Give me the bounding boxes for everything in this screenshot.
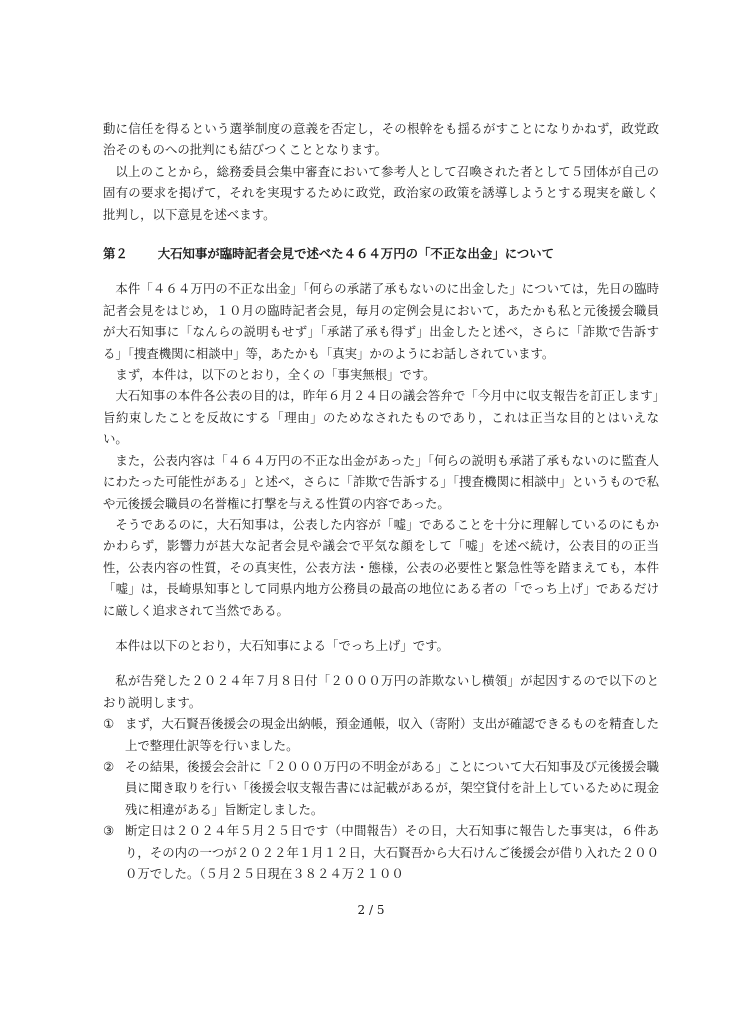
body-paragraph: また，公表内容は「４６４万円の不正な出金があった」「何らの説明も承諾了承もないのに監査人にわたった可能性がある」と述べ，さらに「詐欺で告訴する」「捜査機関に相談中」というもので私や元後援会職員の名誉権に打撃を与える性質の内容であった。 — [103, 452, 659, 511]
section-heading — [103, 243, 659, 264]
section-number: 第２ — [103, 246, 128, 262]
list-marker: ③ — [103, 823, 115, 839]
body-paragraph: まず，本件は，以下のとおり，全くの「事実無根」です。 — [115, 367, 436, 383]
document-body — [103, 118, 659, 884]
explanation-intro: 私が告発した２０２４年７月８日付「２０００万円の詐欺ないし横領」が起因するので以下のとおり説明します。 — [103, 673, 659, 710]
intro-paragraph: 以上のことから，総務委員会集中審査において参考人として召喚された者として５団体が自己の固有の要求を掲げて，それを実現するために政党，政治家の政策を誘導しようとする現実を厳しく批判し，以下意見を述べます。 — [103, 163, 659, 222]
list-item-text: 断定日は２０２４年５月２５日です（中間報告）その日，大石知事に報告した事実は，６件あり，その内の一つが２０２２年１月１２日，大石賢吾から大石けんご後援会が借り入れた２０００万でした。（５月２５日現在３８２４万２１００ — [125, 823, 659, 881]
spacer — [103, 621, 659, 635]
list-item-text: まず，大石賢吾後援会の現金出納帳，預金通帳，収入（寄附）支出が確認できるものを精査した上で整理仕訳等を行いました。 — [125, 716, 659, 753]
list-item-text: その結果，後援会会計に「２０００万円の不明金がある」ことについて大石知事及び元後援会職員に聞き取りを行い「後援会収支報告書には記載があるが，架空貸付を計上しているために現金残に相違がある」旨断定しました。 — [125, 758, 659, 817]
intro-paragraph-continued: 動に信任を得るという選挙制度の意義を否定し，その根幹をも揺るがすことになりかねず，政党政治そのものへの批判にも結びつくこととなります。 — [103, 121, 659, 158]
list-item — [103, 713, 659, 756]
list-marker: ② — [103, 758, 115, 774]
body-paragraph: 大石知事の本件各公表の目的は，昨年６月２４日の議会答弁で「今月中に収支報告を訂正します」旨約束したことを反故にする「理由」のためなされたものであり，これは正当な目的とはいえない。 — [103, 388, 659, 447]
page-number: 2 / 5 — [357, 903, 385, 917]
body-paragraph: 本件「４６４万円の不正な出金」「何らの承諾了承もないのに出金した」については，先日の臨時記者会見をはじめ，１０月の臨時記者会見，毎月の定例会見において，あたかも私と元後援会職員が大石知事に「なんらの説明もせず」「承諾了承も得ず」出金したと述べ，さらに「詐欺で告訴する」「捜査機関に相談中」等，あたかも「真実」かのようにお話しされています。 — [103, 281, 659, 361]
list-item — [103, 756, 659, 820]
section-title: 大石知事が臨時記者会見で述べた４６４万円の「不正な出金」について — [157, 246, 555, 262]
list-marker: ① — [103, 716, 115, 732]
body-paragraph: そうであるのに，大石知事は，公表した内容が「嘘」であることを十分に理解しているのにもかかわらず，影響力が甚大な記者会見や議会で平気な顔をして「嘘」を述べ続け，公表目的の正当性，公表内容の性質，その真実性，公表方法・態様，公表の必要性と緊急性等を踏まえても，本件「嘘」は，長崎県知事として同県内地方公務員の最高の地位にある者の「でっち上げ」であるだけに厳しく追求されて当然である。 — [103, 516, 659, 618]
list-item — [103, 820, 659, 884]
spacer — [103, 656, 659, 670]
statement-paragraph: 本件は以下のとおり，大石知事による「でっち上げ」です。 — [115, 637, 449, 653]
numbered-list — [103, 713, 659, 884]
